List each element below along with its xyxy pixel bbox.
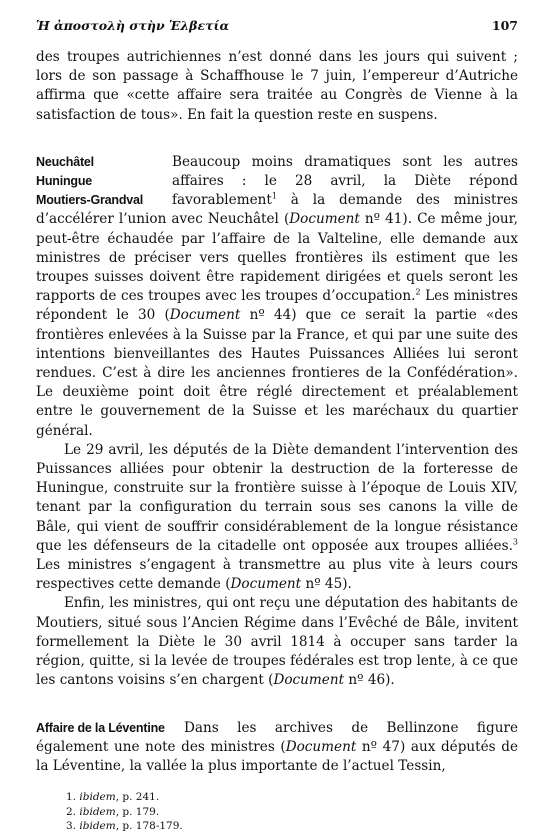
document-ref: Document [230, 576, 302, 593]
footnote-ref-2: 2 [415, 287, 421, 297]
side-heading-huningue: Huningue [36, 174, 93, 189]
document-page [36, 16, 518, 834]
running-title: Ἡ ἀποστολὴ στὴν Ἑλβετία [36, 18, 230, 33]
footnotes [36, 790, 518, 834]
footnote-ref-1: 1 [271, 191, 277, 201]
document-ref: Document [273, 672, 345, 689]
section1-paragraph-1: Beaucoup moins dramatiques sont les autres affaires : le 28 avril, la Diète répond favorablement$^1$ à la demande des ministres d’accélérer l’union avec Neuchâtel (Document nº 41). Ce même jour, peut-être échaudée par l’affaire de la Valteline, elle demande aux ministres de préciser vers quelles frontières ils estiment que les troupes suisses doivent être rapidement dirigées et quels seront les rapports de ces troupes avec les troupes d’occupation.$^2$ Les ministres répondent le 30 (Document nº 44) que ce serait la partie «des frontières enlevées à la Suisse par la France, et qui par une suite des intentions bienveillantes des Hautes Puissances Alliées lui seront rendues. C’est à dire les anciennes frontieres de la Confédération». Le deuxième point doit être réglé directement et préalablement entre le gouvernement de la Suisse et les maréchaux du quartier général. [36, 153, 519, 439]
intro-paragraph: des troupes autrichiennes n’est donné dans les jours qui suivent ; lors de son passage à Schaffhouse le 7 juin, l’empereur d’Autriche affirma que «cette affaire sera traitée au Congrès de Vienne à la satisfaction de tous». En fait la question reste en suspens. [36, 49, 518, 123]
footnote: 3. ibidem, p. 178-179. [66, 820, 183, 833]
section2-paragraph-1: Dans les archives de Bellinzone figure également une note des ministres (Document nº 47) aux députés de la Léventine, la vallée la plus importante de l’actuel Tessin, [36, 719, 518, 774]
section-leventine [36, 719, 518, 777]
footnote: 2. ibidem, p. 179. [66, 805, 160, 818]
document-ref: Document [285, 738, 357, 755]
section1-paragraph-3: Enfin, les ministres, qui ont reçu une députation des habitants de Moutiers, situé sous l’Ancien Régime dans l’Evêché de Bâle, invitent formellement la Diète le 30 avril 1814 à occuper sans tarder la région, quitte, si la levée de troupes fédérales est trop lente, à ce que les cantons voisins s’en chargent (Document nº 46). [36, 595, 518, 689]
page-number: 107 [491, 18, 518, 33]
side-heading [36, 153, 168, 211]
side-heading-moutiers: Moutiers-Grandval [36, 193, 144, 208]
section-neuchatel [36, 153, 518, 691]
section1-paragraph-2: Le 29 avril, les députés de la Diète demandent l’intervention des Puissances alliées pour obtenir la destruction de la forteresse de Huningue, construite sur la frontière suisse à l’époque de Louis XIV, tenant par la configuration du terrain sous ses canons la ville de Bâle, qui vient de souffrir considérablement de la longue résistance que les défenseurs de la citadelle ont opposée aux troupes alliées.$^3$ Les ministres s’engagent à transmettre au plus vite à leurs cours respectives cette demande (Document nº 45). [36, 441, 518, 593]
footnote: 1. ibidem, p. 241. [66, 791, 160, 804]
side-heading-neuchatel: Neuchâtel [36, 154, 94, 169]
document-ref: Document [289, 211, 360, 228]
document-ref: Document [169, 307, 241, 324]
footnote-ref-3: 3 [512, 537, 518, 547]
side-heading-leventine: Affaire de la Léventine [36, 720, 165, 735]
running-header [36, 16, 518, 36]
